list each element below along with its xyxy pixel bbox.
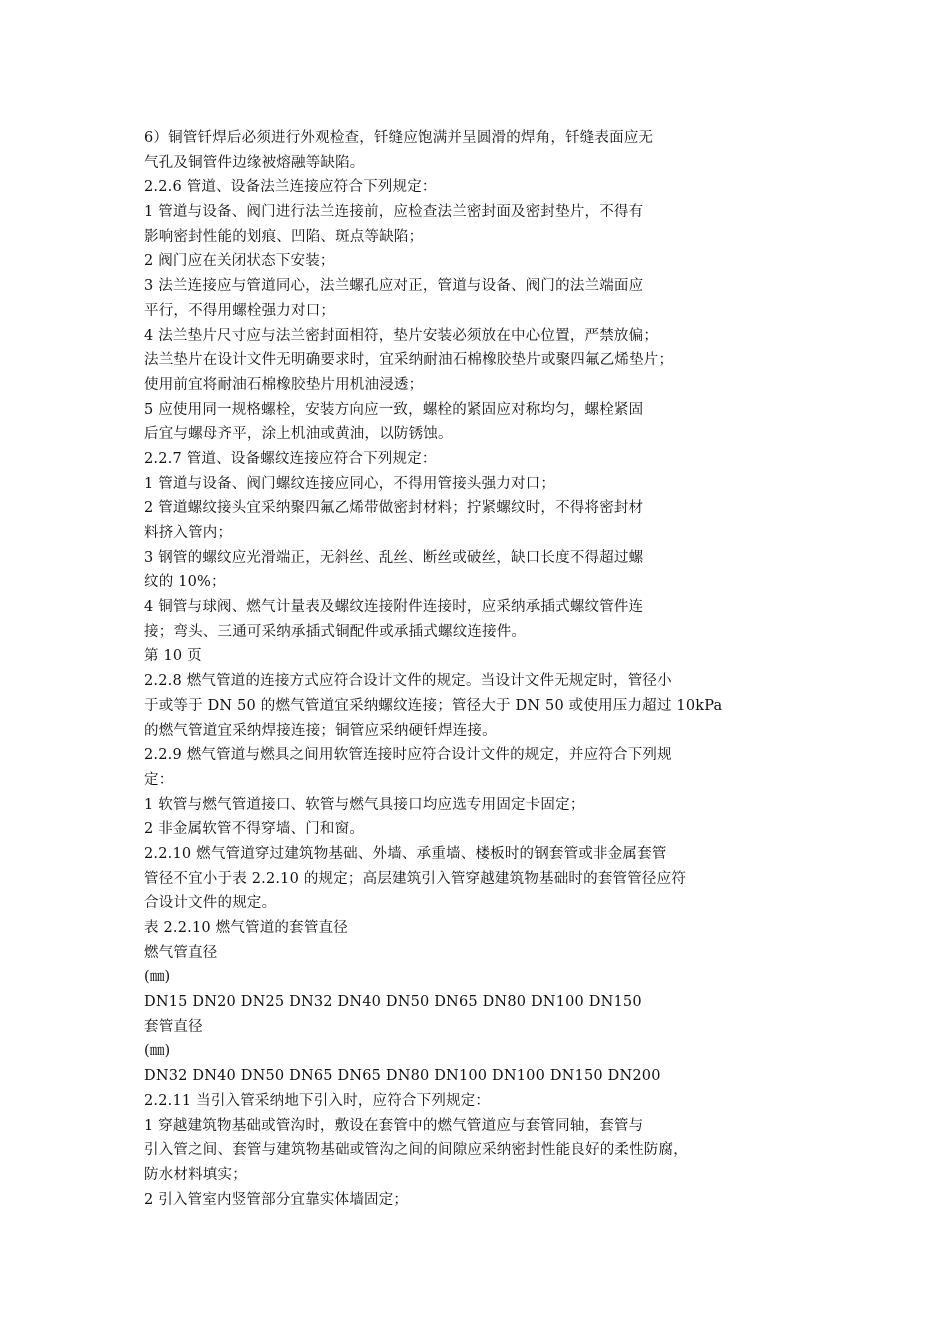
text-line: 气孔及铜管件边缘被熔融等缺陷。 bbox=[144, 154, 365, 171]
text-line: 使用前宜将耐油石棉橡胶垫片用机油浸透； bbox=[144, 376, 424, 393]
text-line: 3 钢管的螺纹应光滑端正，无斜丝、乱丝、断丝或破丝，缺口长度不得超过螺 bbox=[144, 549, 644, 566]
text-line: 5 应使用同一规格螺栓，安装方向应一致，螺栓的紧固应对称均匀，螺栓紧固 bbox=[144, 401, 644, 418]
text-line: 表 2.2.10 燃气管道的套管直径 bbox=[144, 920, 348, 936]
text-line: 燃气管直径 bbox=[144, 944, 218, 961]
text-line: 第 10 页 bbox=[144, 648, 202, 665]
text-line: 于或等于 DN 50 的燃气管道宜采纳螺纹连接；管径大于 DN 50 或使用压力超过 10kPa bbox=[144, 697, 723, 714]
text-line: 后宜与螺母齐平，涂上机油或黄油，以防锈蚀。 bbox=[144, 426, 453, 443]
text-line: 的燃气管道宜采纳焊接连接；铜管应采纳硬钎焊连接。 bbox=[144, 722, 497, 739]
text-line: 6）铜管钎焊后必须进行外观检查，钎缝应饱满并呈圆滑的焊角，钎缝表面应无 bbox=[144, 130, 654, 146]
text-line: 2.2.8 燃气管道的连接方式应符合设计文件的规定。当设计文件无规定时，管径小 bbox=[144, 673, 672, 690]
text-line: 2.2.9 燃气管道与燃具之间用软管连接时应符合设计文件的规定，并应符合下列规 bbox=[144, 747, 672, 764]
text-line: 合设计文件的规定。 bbox=[144, 895, 277, 912]
text-line: 2.2.6 管道、设备法兰连接应符合下列规定： bbox=[144, 179, 437, 196]
text-line: 2 管道螺纹接头宜采纳聚四氟乙烯带做密封材料；拧紧螺纹时，不得将密封材 bbox=[144, 500, 644, 517]
text-line: DN15 DN20 DN25 DN32 DN40 DN50 DN65 DN80 DN100 DN150 bbox=[144, 994, 642, 1011]
text-line: 2 非金属软管不得穿墙、门和窗。 bbox=[144, 821, 365, 838]
text-line: 防水材料填实； bbox=[144, 1166, 247, 1183]
text-line: 影响密封性能的划痕、凹陷、斑点等缺陷； bbox=[144, 228, 424, 245]
text-line: 套管直径 bbox=[144, 1018, 203, 1035]
text-line: 料挤入管内； bbox=[144, 525, 233, 541]
text-line: 4 法兰垫片尺寸应与法兰密封面相符，垫片安装必须放在中心位置，严禁放偏； bbox=[144, 327, 659, 344]
text-line: 2 引入管室内竖管部分宜靠实体墙固定； bbox=[144, 1191, 409, 1208]
text-line: DN32 DN40 DN50 DN65 DN65 DN80 DN100 DN100 DN150 DN200 bbox=[144, 1068, 661, 1085]
text-line: 1 管道与设备、阀门进行法兰连接前，应检查法兰密封面及密封垫片，不得有 bbox=[144, 204, 644, 221]
text-line: 2.2.11 当引入管采纳地下引入时，应符合下列规定： bbox=[144, 1092, 491, 1109]
text-line: 2 阀门应在关闭状态下安装； bbox=[144, 253, 335, 270]
text-line: (㎜) bbox=[144, 969, 171, 986]
text-line: 接；弯头、三通可采纳承插式铜配件或承插式螺纹连接件。 bbox=[144, 623, 527, 640]
text-line: 1 管道与设备、阀门螺纹连接应同心，不得用管接头强力对口； bbox=[144, 475, 556, 492]
text-line: 管径不宜小于表 2.2.10 的规定；高层建筑引入管穿越建筑物基础时的套管管径应符 bbox=[144, 870, 687, 887]
text-line: 1 软管与燃气管道接口、软管与燃气具接口均应选专用固定卡固定； bbox=[144, 796, 585, 813]
text-line: (㎜) bbox=[144, 1043, 171, 1060]
text-line: 3 法兰连接应与管道同心，法兰螺孔应对正，管道与设备、阀门的法兰端面应 bbox=[144, 278, 644, 295]
text-line: 2.2.7 管道、设备螺纹连接应符合下列规定： bbox=[144, 450, 437, 467]
text-line: 定： bbox=[144, 771, 174, 788]
text-line: 1 穿越建筑物基础或管沟时，敷设在套管中的燃气管道应与套管同轴，套管与 bbox=[144, 1117, 644, 1134]
text-line: 平行，不得用螺栓强力对口； bbox=[144, 302, 336, 319]
document-body bbox=[144, 126, 944, 1212]
text-line: 2.2.10 燃气管道穿过建筑物基础、外墙、承重墙、楼板时的钢套管或非金属套管 bbox=[144, 845, 667, 862]
text-line: 纹的 10%； bbox=[144, 574, 226, 591]
text-line: 引入管之间、套管与建筑物基础或管沟之间的间隙应采纳密封性能良好的柔性防腐， bbox=[144, 1142, 688, 1159]
text-line: 法兰垫片在设计文件无明确要求时，宜采纳耐油石棉橡胶垫片或聚四氟乙烯垫片； bbox=[144, 352, 674, 369]
text-line: 4 铜管与球阀、燃气计量表及螺纹连接附件连接时，应采纳承插式螺纹管件连 bbox=[144, 599, 644, 616]
